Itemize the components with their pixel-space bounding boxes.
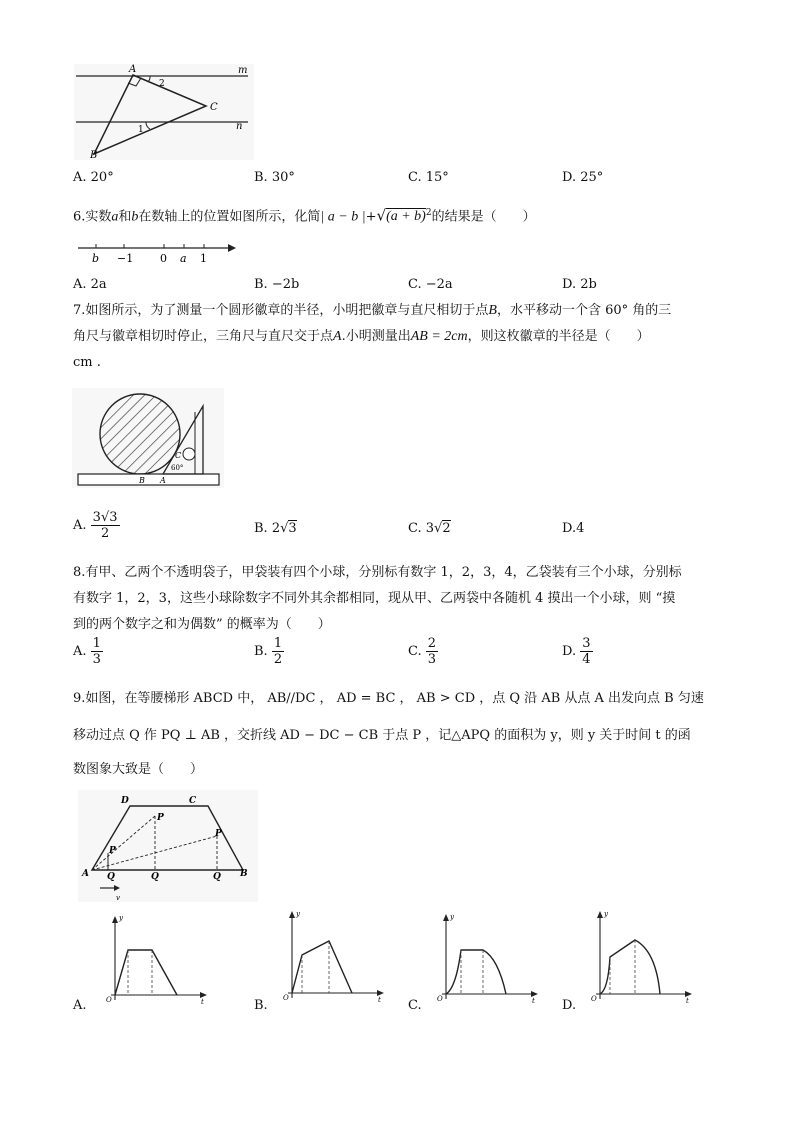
q8-option-b-num: 1 [273,636,283,651]
q7-option-c[interactable]: C. 3√2 [408,521,451,536]
q6-abs-expr: | a − b | [320,209,366,225]
q9-option-b[interactable]: B. [254,998,268,1013]
q9-graph-c [426,908,541,1005]
q9-fig-label-v: v [116,894,120,902]
q6-number-line [76,238,241,266]
q5-label-2: 2 [159,79,165,89]
q8-option-b-den: 2 [273,652,283,667]
q6-axis-0: 0 [160,252,167,265]
q9-graph-c-o: O [437,995,443,1003]
q9-fig-label-q1: Q [107,872,115,882]
q9-graph-b-o: O [283,994,289,1002]
q9-option-a[interactable]: A. [73,998,87,1013]
q7-text: ，水平移动一个含 60° 角的三 [496,303,672,318]
q8-line-1: 8.有甲、乙两个不透明袋子，甲袋装有四个小球，分别标有数字 1，2，3，4，乙袋装有三个小球，分别标 [73,565,682,580]
q8-line-2: 有数字 1，2，3，这些小球除数字不同外其余都相同，现从甲、乙两袋中各随机 4 摸出一个小球，则 “摸 [73,591,676,606]
q8-line-3: 到的两个数字之和为偶数” 的概率为（ ） [73,617,331,632]
q7-fig-label-angle: 60° [171,464,184,472]
q8-option-d-fraction [580,636,592,667]
q6-text: 在数轴上的位置如图所示，化简 [138,209,321,225]
q5-label-B: B [90,150,98,161]
q9-stem [73,683,723,786]
q5-label-C: C [210,102,218,113]
q9-graph-b-t: t [378,996,381,1004]
q7-line-3: cm . [73,355,101,370]
q7-fig-label-a: A [160,476,166,485]
q9-graph-c-t: t [532,997,535,1005]
q9-graph-b-y: y [296,910,300,918]
q6-axis-1: 1 [200,252,207,265]
q6-sqrt: $√(a + b)^2$ [376,206,432,225]
q9-line-1: 9.如图，在等腰梯形 ABCD 中， AB//DC ， AD = BC ， AB > CD ，点 Q 沿 AB 从点 A 出发向点 B 匀速 [73,691,704,706]
q8-option-d-den: 4 [582,652,591,667]
q7-option-d[interactable]: D.4 [562,521,585,536]
q6-var-a: a [111,209,119,225]
q8-option-a-num: 1 [92,636,101,651]
q9-trapezoid-figure [78,790,258,902]
q7-fig-label-b: B [139,476,145,485]
q7-option-c-radicand: 2 [442,521,451,536]
q7-option-a-label: A. [73,518,87,533]
q6-axis-minus1: −1 [117,252,134,265]
q9-option-c[interactable]: C. [408,998,422,1013]
q9-graph-d-t: t [686,997,689,1005]
q8-option-b-label: B. [254,644,268,659]
q9-fig-label-a: A [82,869,89,879]
q5-option-a[interactable]: A. 20° [73,170,114,185]
q8-option-d[interactable] [562,636,593,667]
q6-axis-b: b [92,252,100,265]
q7-point-a: A [333,329,342,344]
q7-text: .小明测量出 [341,329,411,344]
q5-label-n: n [236,121,243,132]
q6-text: 和 [118,209,132,225]
q6-stem [73,200,723,230]
q7-text: 角尺与徽章相切时停止，三角尺与直尺交于点 [73,329,334,344]
q8-option-c-den: 3 [427,652,437,667]
q9-graph-d [580,905,695,1005]
q7-text: 7.如图所示，为了测量一个圆形徽章的半径，小明把徽章与直尺相切于点 [73,303,489,318]
q5-option-c[interactable]: C. 15° [408,170,449,185]
q8-option-d-num: 3 [582,636,591,651]
q9-fig-label-q2: Q [151,872,159,882]
q8-option-c-fraction [426,636,438,667]
q6-option-b[interactable]: B. −2b [254,277,300,292]
q7-line-2 [73,324,723,350]
q9-fig-label-p1: P [109,846,116,856]
q6-plus: + [365,209,377,225]
q9-fig-label-b: B [240,869,248,879]
q9-graph-a-o: O [106,996,112,1004]
q7-line-1 [73,298,723,324]
q8-option-a[interactable] [73,636,103,667]
q6-exponent: 2 [425,208,432,218]
q7-text: ，则这枚徽章的半径是（ ） [467,329,650,344]
q7-option-a[interactable] [73,510,120,541]
q7-option-a-fraction [91,510,120,541]
q8-option-b-fraction [272,636,284,667]
q9-graph-a [95,910,210,1005]
q8-option-c[interactable] [408,636,438,667]
q6-text: 的结果是（ ） [431,209,536,225]
q8-option-a-label: A. [73,644,87,659]
q9-fig-label-c: C [189,796,197,806]
q6-axis-a: a [180,252,187,265]
q9-graph-d-y: y [604,910,608,918]
q9-option-d[interactable]: D. [562,998,577,1013]
q7-figure [72,388,224,488]
q8-option-a-fraction [91,636,103,667]
q9-graph-c-y: y [450,913,454,921]
q7-option-b-radicand: 3 [288,521,297,536]
q9-graph-d-o: O [591,995,597,1003]
q8-option-a-den: 3 [92,652,101,667]
q9-graph-b [272,905,387,1005]
q6-option-d[interactable]: D. 2b [562,277,597,292]
q7-option-a-num: 3√3 [92,510,118,525]
q5-label-m: m [238,65,248,76]
q9-fig-label-p2: P [157,813,164,823]
q5-option-b[interactable]: B. 30° [254,170,295,185]
q7-fig-label-c: C [175,451,182,460]
q6-option-a[interactable]: A. 2a [73,277,107,292]
q7-option-b[interactable]: B. 2√3 [254,521,297,536]
q7-option-c-label: C. 3 [408,521,435,536]
q9-line-3: 数图象大致是（ ） [73,762,204,777]
q8-option-d-label: D. [562,644,577,659]
q7-option-a-den: 2 [100,526,110,541]
q7-stem [73,298,723,376]
q6-var-b: b [131,209,139,225]
q9-graph-a-y: y [119,914,123,922]
q6-option-c[interactable]: C. −2a [408,277,453,292]
q8-option-c-label: C. [408,644,422,659]
q9-fig-label-d: D [121,796,129,806]
q9-fig-label-p3: P [215,829,222,839]
q8-option-b[interactable] [254,636,284,667]
q8-stem [73,560,723,638]
q7-ab-eq: AB = 2cm [410,329,468,344]
q9-graph-a-t: t [201,998,204,1005]
q5-label-A: A [129,64,137,75]
q6-sqrt-expr: (a + b) [386,209,426,225]
q8-option-c-num: 2 [427,636,437,651]
q6-text: 6.实数 [73,209,112,225]
q7-point-b: B [488,303,497,318]
q9-fig-label-q3: Q [213,872,221,882]
q7-option-b-label: B. 2 [254,521,281,536]
q5-label-1: 1 [138,125,144,135]
q5-option-d[interactable]: D. 25° [562,170,604,185]
q9-line-2: 移动过点 Q 作 PQ ⊥ AB ，交折线 AD − DC − CB 于点 P ，记△APQ 的面积为 y，则 y 关于时间 t 的函 [73,728,691,743]
q5-figure [70,62,260,162]
